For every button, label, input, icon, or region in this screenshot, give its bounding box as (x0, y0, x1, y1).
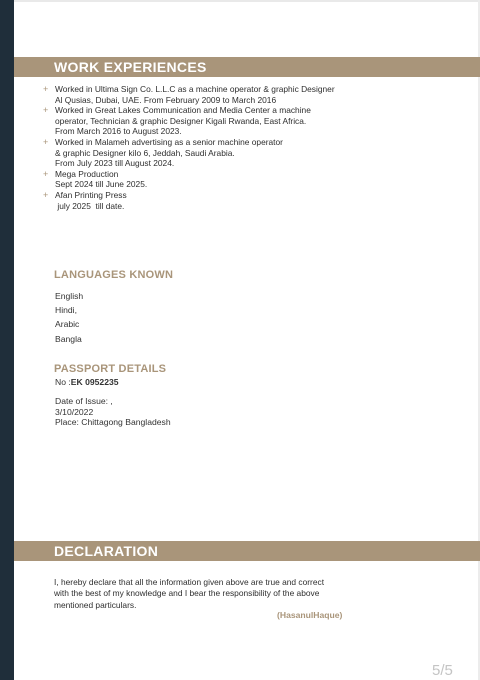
passport-number-row (55, 377, 119, 387)
work-experiences-header-band (14, 57, 480, 77)
language-item: Arabic (55, 319, 80, 329)
work-experiences-title: WORK EXPERIENCES (54, 59, 207, 75)
bullet-plus-icon: + (43, 189, 49, 200)
language-item: Hindi, (55, 305, 77, 315)
passport-number-label: No : (55, 377, 71, 387)
bullet-plus-icon: + (43, 136, 49, 147)
signature-name: (HasanulHaque) (277, 610, 343, 620)
language-item: English (55, 291, 84, 301)
languages-known-title: LANGUAGES KNOWN (54, 269, 174, 281)
work-experience-line: operator, Technician & graphic Designer Kigali Rwanda, East Africa. (55, 115, 307, 126)
work-experience-item (40, 137, 370, 169)
declaration-line: with the best of my knowledge and I bear the responsibility of the above (54, 588, 320, 599)
work-experience-line: & graphic Designer kilo 6, Jeddah, Saudi Arabia. (55, 147, 235, 158)
passport-place: Place: Chittagong Bangladesh (55, 417, 171, 427)
declaration-line: I, hereby declare that all the information given above are true and correct (54, 577, 325, 587)
work-experience-line: july 2025 till date. (55, 200, 125, 211)
work-experience-line: Sept 2024 till June 2025. (55, 179, 148, 190)
bullet-plus-icon: + (43, 84, 49, 94)
passport-number: EK 0952235 (70, 377, 119, 387)
work-experience-line: From March 2016 to August 2023. (55, 126, 182, 137)
work-experience-line: From July 2023 till August 2024. (55, 158, 175, 169)
left-side-stripe (0, 0, 14, 680)
work-experience-line: Afan Printing Press (55, 189, 127, 200)
declaration-title: DECLARATION (54, 543, 159, 559)
declaration-line: mentioned particulars. (54, 599, 137, 610)
passport-issue-date: 3/10/2022 (55, 407, 94, 417)
declaration-text (54, 577, 364, 611)
work-experience-item (40, 84, 370, 105)
page-top-edge (14, 0, 480, 2)
bullet-plus-icon: + (43, 168, 49, 179)
bullet-plus-icon: + (43, 105, 49, 116)
work-experience-line: Al Qusias, Dubai, UAE. From February 2009 to March 2016 (55, 94, 277, 105)
work-experience-line: Worked in Malameh advertising as a senior machine operator (55, 136, 283, 147)
work-experience-line: Worked in Ultima Sign Co. L.L.C as a machine operator & graphic Designer (55, 84, 335, 94)
passport-date-label: Date of Issue: , (55, 396, 113, 406)
page-number: 5/5 (432, 662, 453, 679)
work-experience-item (40, 105, 370, 137)
passport-details-title: PASSPORT DETAILS (54, 363, 167, 375)
declaration-header-band (14, 541, 480, 561)
work-experience-line: Worked in Great Lakes Communication and Media Center a machine (55, 105, 311, 116)
language-item: Bangla (55, 334, 82, 344)
work-experience-item (40, 190, 370, 211)
work-experience-list (40, 84, 370, 211)
work-experience-item (40, 169, 370, 190)
work-experience-line: Mega Production (55, 168, 119, 179)
